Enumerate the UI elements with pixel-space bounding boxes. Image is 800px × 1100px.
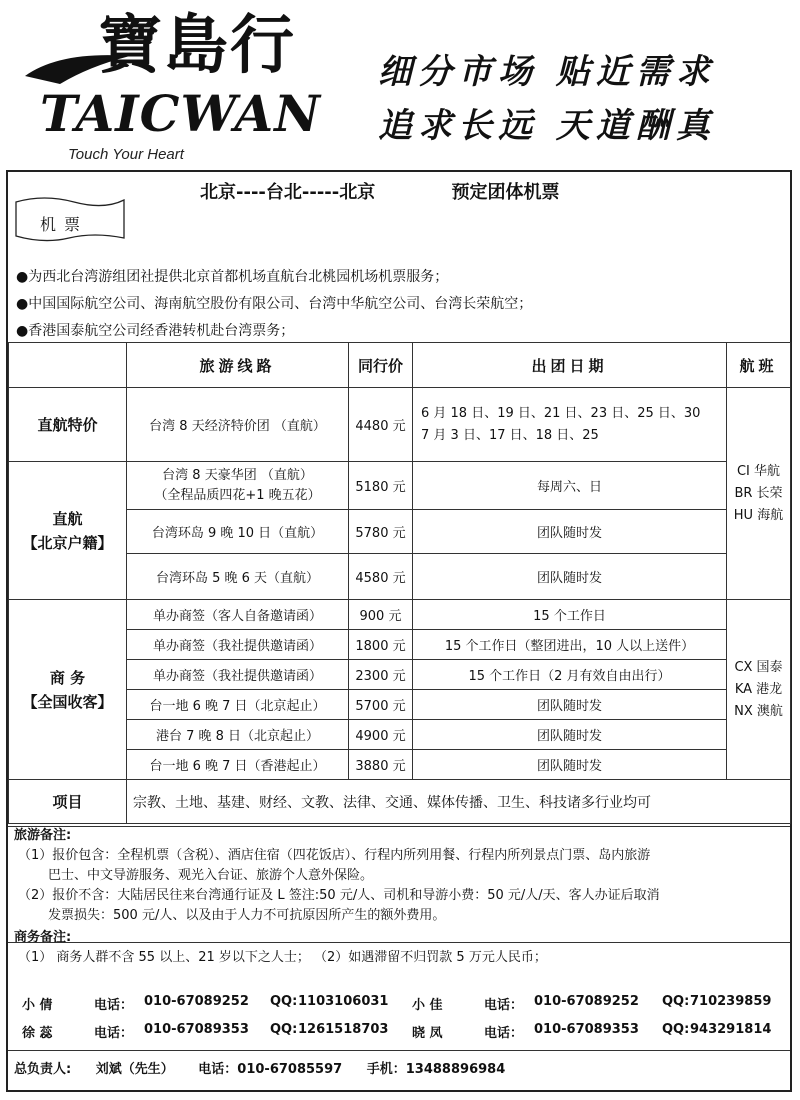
route-cell: 台湾环岛 5 晚 6 天（直航） (127, 554, 349, 600)
dates-cell (413, 388, 727, 462)
category-business (9, 600, 127, 780)
contact-phone: 010-67089252 (144, 994, 249, 1009)
price-cell: 2300 元 (349, 660, 413, 690)
route-line: （全程品质四花+1 晚五花） (154, 487, 321, 503)
header-dates: 出团日期 (413, 343, 727, 388)
dates-cell: 团队随时发 (413, 510, 727, 554)
contact-phone-label: 电话： (94, 1026, 134, 1041)
category-line: 【全国收客】 (22, 692, 113, 711)
dates-cell: 团队随时发 (413, 690, 727, 720)
contact-name: 小 佳 (412, 998, 443, 1013)
airline-item: NX 澳航 (734, 703, 783, 719)
bullet-item: ●为西北台湾游组团社提供北京首都机场直航台北桃园机场机票服务； (16, 269, 449, 285)
contact-qq: 1261518703 (298, 1022, 389, 1037)
header-blank (9, 343, 127, 388)
dates-cell: 团队随时发 (413, 720, 727, 750)
route-line: 台湾 8 天豪华团 （直航） (162, 467, 313, 483)
table-row (9, 630, 791, 660)
category-line: 【北京户籍】 (22, 533, 113, 552)
airline-item: KA 港龙 (734, 681, 783, 697)
price-cell: 900 元 (349, 600, 413, 630)
contact-qq-label: QQ: (270, 994, 298, 1009)
table-row (9, 690, 791, 720)
dates-cell: 每周六、日 (413, 462, 727, 510)
lead-contact (14, 1058, 525, 1077)
lead-phone: 010-67085597 (237, 1062, 343, 1077)
travel-notes-heading: 旅游备注: (14, 828, 72, 843)
table-row (9, 462, 791, 510)
table-row (9, 780, 791, 824)
price-table (8, 342, 791, 824)
travel-note-line: 巴士、中文导游服务、观光入台证、旅游个人意外保险。 (48, 868, 374, 883)
table-row (9, 720, 791, 750)
logo-chinese-name: 寶島行 (98, 8, 296, 83)
category-direct-special: 直航特价 (9, 388, 127, 462)
airlines-group-2 (727, 600, 791, 780)
divider (8, 942, 790, 943)
logo-tagline: Touch Your Heart (68, 146, 184, 163)
company-logo (20, 6, 321, 166)
contact-qq-label: QQ: (662, 994, 690, 1009)
route-cell: 单办商签（我社提供邀请函） (127, 630, 349, 660)
price-cell: 4580 元 (349, 554, 413, 600)
contact-phone: 010-67089252 (534, 994, 639, 1009)
price-cell: 4480 元 (349, 388, 413, 462)
business-note-line: （1） 商务人群不含 55 以上、21 岁以下之人士； （2）如遇滞留不归罚款 5 万元人民币； (18, 950, 547, 965)
project-text: 宗教、土地、基建、财经、文教、法律、交通、媒体传播、卫生、科技诸多行业均可 (127, 780, 791, 824)
contact-name: 徐 蕊 (22, 1026, 53, 1041)
contact-phone-label: 电话： (484, 998, 524, 1013)
route-cell: 单办商签（客人自备邀请函） (127, 600, 349, 630)
route-cell: 单办商签（我社提供邀请函） (127, 660, 349, 690)
document-title (200, 178, 560, 204)
lead-name: 刘斌（先生） (95, 1062, 174, 1077)
divider (8, 1050, 790, 1051)
route-cell: 台湾环岛 9 晚 10 日（直航） (127, 510, 349, 554)
dates-cell: 团队随时发 (413, 750, 727, 780)
bullet-item: ●香港国泰航空公司经香港转机赴台湾票务； (16, 323, 295, 339)
airline-item: HU 海航 (733, 507, 784, 523)
category-direct-beijing (9, 462, 127, 600)
table-row (9, 388, 791, 462)
dates-cell: 15 个工作日 (413, 600, 727, 630)
contact-phone: 010-67089353 (534, 1022, 639, 1037)
header-price: 同行价 (349, 343, 413, 388)
category-line: 直航 (52, 509, 83, 528)
slogan-line-2: 追求长远 天道酬真 (378, 106, 716, 146)
dates-cell: 15 个工作日（2 月有效自由出行） (413, 660, 727, 690)
table-row (9, 510, 791, 554)
route-cell: 台一地 6 晚 7 日（香港起止） (127, 750, 349, 780)
airline-item: CX 国泰 (734, 659, 783, 675)
logo-latin-name: TAICWAN (40, 84, 321, 143)
price-cell: 4900 元 (349, 720, 413, 750)
route-cell: 台湾 8 天经济特价团 （直航） (127, 388, 349, 462)
table-row (9, 660, 791, 690)
contact-qq: 1103106031 (298, 994, 389, 1009)
route-cell: 港台 7 晚 8 日（北京起止） (127, 720, 349, 750)
lead-mobile-label: 手机： (366, 1062, 406, 1077)
ticket-tag-label: 机票 (40, 215, 89, 234)
contact-qq: 710239859 (690, 994, 772, 1009)
lead-label: 总负责人: (14, 1062, 72, 1077)
notes-section (14, 826, 786, 968)
airline-item: CI 华航 (736, 463, 781, 479)
price-cell: 5180 元 (349, 462, 413, 510)
table-row (9, 750, 791, 780)
lead-mobile: 13488896984 (405, 1062, 506, 1077)
route-cell: 台一地 6 晚 7 日（北京起止） (127, 690, 349, 720)
service-bullets (16, 264, 532, 345)
price-cell: 5700 元 (349, 690, 413, 720)
contact-phone-label: 电话： (484, 1026, 524, 1041)
dates-line: 6 月 18 日、19 日、21 日、23 日、25 日、30 (421, 405, 701, 421)
travel-note-line: 发票损失：500 元/人、以及由于人力不可抗原因所产生的额外费用。 (48, 908, 446, 923)
travel-note-line: （1）报价包含：全程机票（含税）、酒店住宿（四花饭店）、行程内所列用餐、行程内所列景点门票、岛内旅游 (18, 848, 651, 863)
title-route: 北京----台北-----北京 (200, 182, 376, 203)
contact-phone: 010-67089353 (144, 1022, 249, 1037)
contact-qq: 943291814 (690, 1022, 772, 1037)
ticket-tag (14, 192, 126, 244)
price-cell: 5780 元 (349, 510, 413, 554)
header-route: 旅游线路 (127, 343, 349, 388)
contact-qq-label: QQ: (662, 1022, 690, 1037)
table-header-row (9, 343, 791, 388)
business-notes-heading: 商务备注: (14, 930, 72, 945)
category-line: 商 务 (49, 668, 86, 687)
table-row (9, 554, 791, 600)
price-cell: 3880 元 (349, 750, 413, 780)
dates-cell: 15 个工作日（整团进出，10 人以上送件） (413, 630, 727, 660)
contact-name: 小 倩 (22, 998, 53, 1013)
header-flight: 航班 (727, 343, 791, 388)
bullet-item: ●中国国际航空公司、海南航空股份有限公司、台湾中华航空公司、台湾长荣航空； (16, 296, 533, 312)
slogan-line-1: 细分市场 贴近需求 (378, 52, 716, 92)
travel-note-line: （2）报价不含：大陆居民往来台湾通行证及 L 签注:50 元/人、司机和导游小费：50 元/人/天、客人办证后取消 (18, 888, 660, 903)
contact-name: 晓 凤 (412, 1026, 443, 1041)
airlines-group-1 (727, 388, 791, 600)
airline-item: BR 长荣 (734, 485, 783, 501)
title-product: 预定团体机票 (451, 182, 560, 203)
route-cell (127, 462, 349, 510)
dates-line: 7 月 3 日、17 日、18 日、25 (421, 427, 599, 443)
table-row (9, 600, 791, 630)
contact-qq-label: QQ: (270, 1022, 298, 1037)
lead-phone-label: 电话： (198, 1062, 238, 1077)
price-cell: 1800 元 (349, 630, 413, 660)
project-label: 项目 (9, 780, 127, 824)
divider (8, 826, 790, 827)
contact-phone-label: 电话： (94, 998, 134, 1013)
dates-cell: 团队随时发 (413, 554, 727, 600)
